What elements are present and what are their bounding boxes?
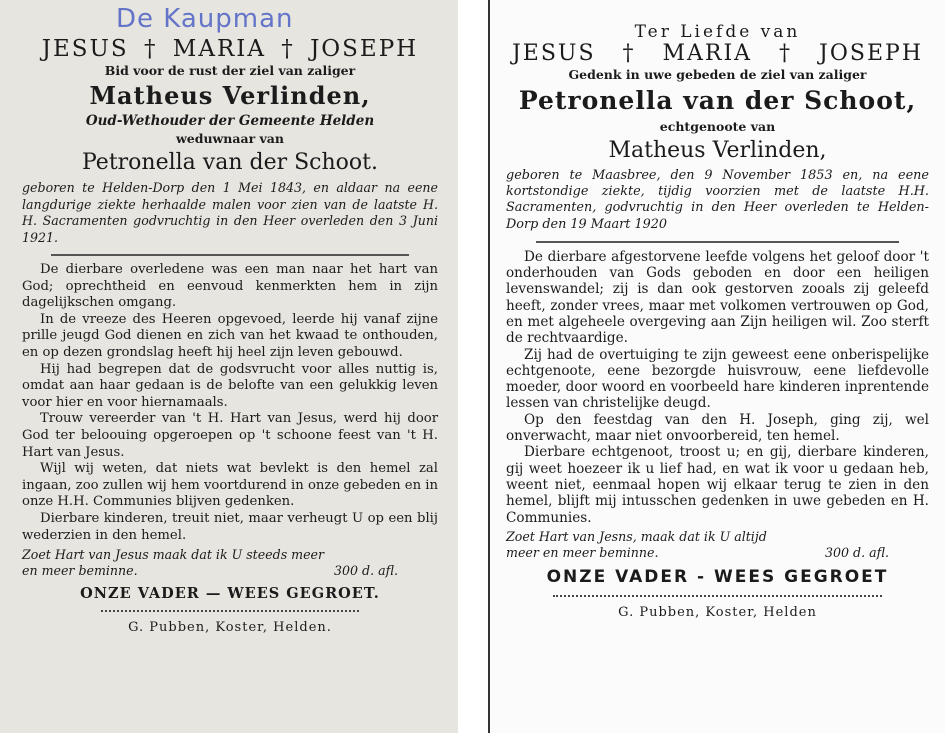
printer-credit: G. Pubben, Koster, Helden. (128, 620, 332, 636)
dotted-divider (101, 610, 359, 612)
prayer-request: Bid voor de rust der ziel van zaliger (104, 63, 356, 78)
paragraph: Dierbare echtgenoot, troost u; en gij, dierbare kinderen, gij weet hoezeer ik u lief had, en wat ik voor u gedaan heb, weent niet, eenmaal hopen wij elkaar terug te zien in den hemel, blijft mij intusschen gedenken in uwe gebeden en H. Communies. (506, 444, 929, 526)
divider (536, 241, 900, 243)
prayer-row (22, 563, 438, 579)
prayer-line: Zoet Hart van Jesus maak dat ik U steeds meer (22, 547, 325, 563)
paragraph: Zij had de overtuiging te zijn geweest eene onberispelijke echtgenoote, eene bezorgde huisvrouw, eene liefdevolle moeder, door woord en voorbeeld hare kinderen inprentende lessen van christelijke deugd. (506, 346, 929, 412)
paragraph: Op den feestdag van den H. Joseph, ging zij, wel onverwacht, maar niet onvoorbereid, ten hemel. (506, 411, 929, 445)
indulgence: 300 d. afl. (333, 563, 398, 579)
dedication: Ter Liefde van (634, 22, 801, 42)
prayer-card-petronella (488, 0, 945, 733)
indulgence: 300 d. afl. (824, 544, 889, 560)
prayer-line-end: en meer beminne. (22, 563, 138, 579)
deceased-title: Oud-Wethouder der Gemeente Helden (85, 113, 375, 129)
divider (51, 254, 409, 256)
prayer-line: Zoet Hart van Jesns, maak dat ik U altijd (506, 528, 767, 544)
invocation: JESUS † MARIA † JOSEPH (41, 36, 419, 62)
paragraph: De dierbare afgestorvene leefde volgens het geloof door 't onderhouden van Gods geboden en door een heiligen levenswandel; zij is dan ook gestorven zooals zij geleefd heeft, zonder vrees, maar met volkomen vertrouwen op God, en met algeheele overgeving aan Zijn heiligen wil. Zoo sterft de rechtvaardige. (506, 248, 929, 347)
prayer-row (506, 545, 929, 561)
closing-prayers: ONZE VADER - WEES GEGROET (546, 566, 889, 587)
spouse-name: Petronella van der Schoot. (81, 150, 378, 175)
closing-prayers: ONZE VADER — WEES GEGROET. (80, 585, 380, 603)
paragraph: Trouw vereerder van 't H. Hart van Jesus, werd hij door God ter beloouing opgeroepen op 't schoone feest van 't H. Hart van Jesus. (22, 411, 438, 460)
relation-label: echtgenoote van (659, 119, 776, 134)
prayer-line-end: meer en meer beminne. (506, 544, 659, 560)
paragraph: Dierbare kinderen, treuit niet, maar verheugt U op een blij wederzien in den hemel. (22, 510, 438, 543)
biography: geboren te Maasbree, den 9 November 1853 en, na eene kortstondige ziekte, tijdig voorzien met de laatste H.H. Sacramenten, godvruchtig in den Heer overleden te Helden-Dorp den 19 Maart 1920 (506, 168, 929, 232)
prayer-request: Gedenk in uwe gebeden de ziel van zaliger (568, 67, 867, 82)
prayer-card-matheus (0, 0, 458, 733)
spouse-name: Matheus Verlinden, (608, 138, 827, 163)
deceased-name: Matheus Verlinden, (89, 81, 371, 110)
relation-label: weduwnaar van (176, 131, 284, 146)
printer-credit: G. Pubben, Koster, Helden (618, 604, 817, 620)
deceased-name: Petronella van der Schoot, (518, 86, 917, 115)
paragraph: In de vreeze des Heeren opgevoed, leerde hij vanaf zijne prille jeugd God dienen en zich van het kwaad te onthouden, en op dezen grondslag heeft hij heel zijn leven gebouwd. (22, 311, 438, 360)
paragraph: De dierbare overledene was een man naar het hart van God; oprechtheid en eenvoud kenmerkten hem in zijn dagelijkschen omgang. (22, 262, 438, 311)
paragraph: Hij had begrepen dat de godsvrucht voor alles nuttig is, omdat aan haar gedaan is de belofte van een gelukkig leven voor hier en voor hiernamaals. (22, 361, 438, 410)
memorial-text (22, 262, 438, 544)
memorial-text (506, 249, 929, 526)
handwritten-note: De Kaupman (116, 4, 294, 34)
biography: geboren te Helden-Dorp den 1 Mei 1843, en aldaar na eene langdurige ziekte herhaalde malen voor zien van de laatste H. H. Sacramenten godvruchtig in den Heer overleden den 3 Juni 1921. (22, 180, 438, 245)
paragraph: Wijl wij weten, dat niets wat bevlekt is den hemel zal ingaan, zoo zullen wij hem voortdurend in onze gebeden en in onze H.H. Communies blijven gedenken. (22, 461, 438, 510)
invocation: JESUS † MARIA † JOSEPH (511, 41, 924, 66)
dotted-divider (553, 595, 883, 597)
